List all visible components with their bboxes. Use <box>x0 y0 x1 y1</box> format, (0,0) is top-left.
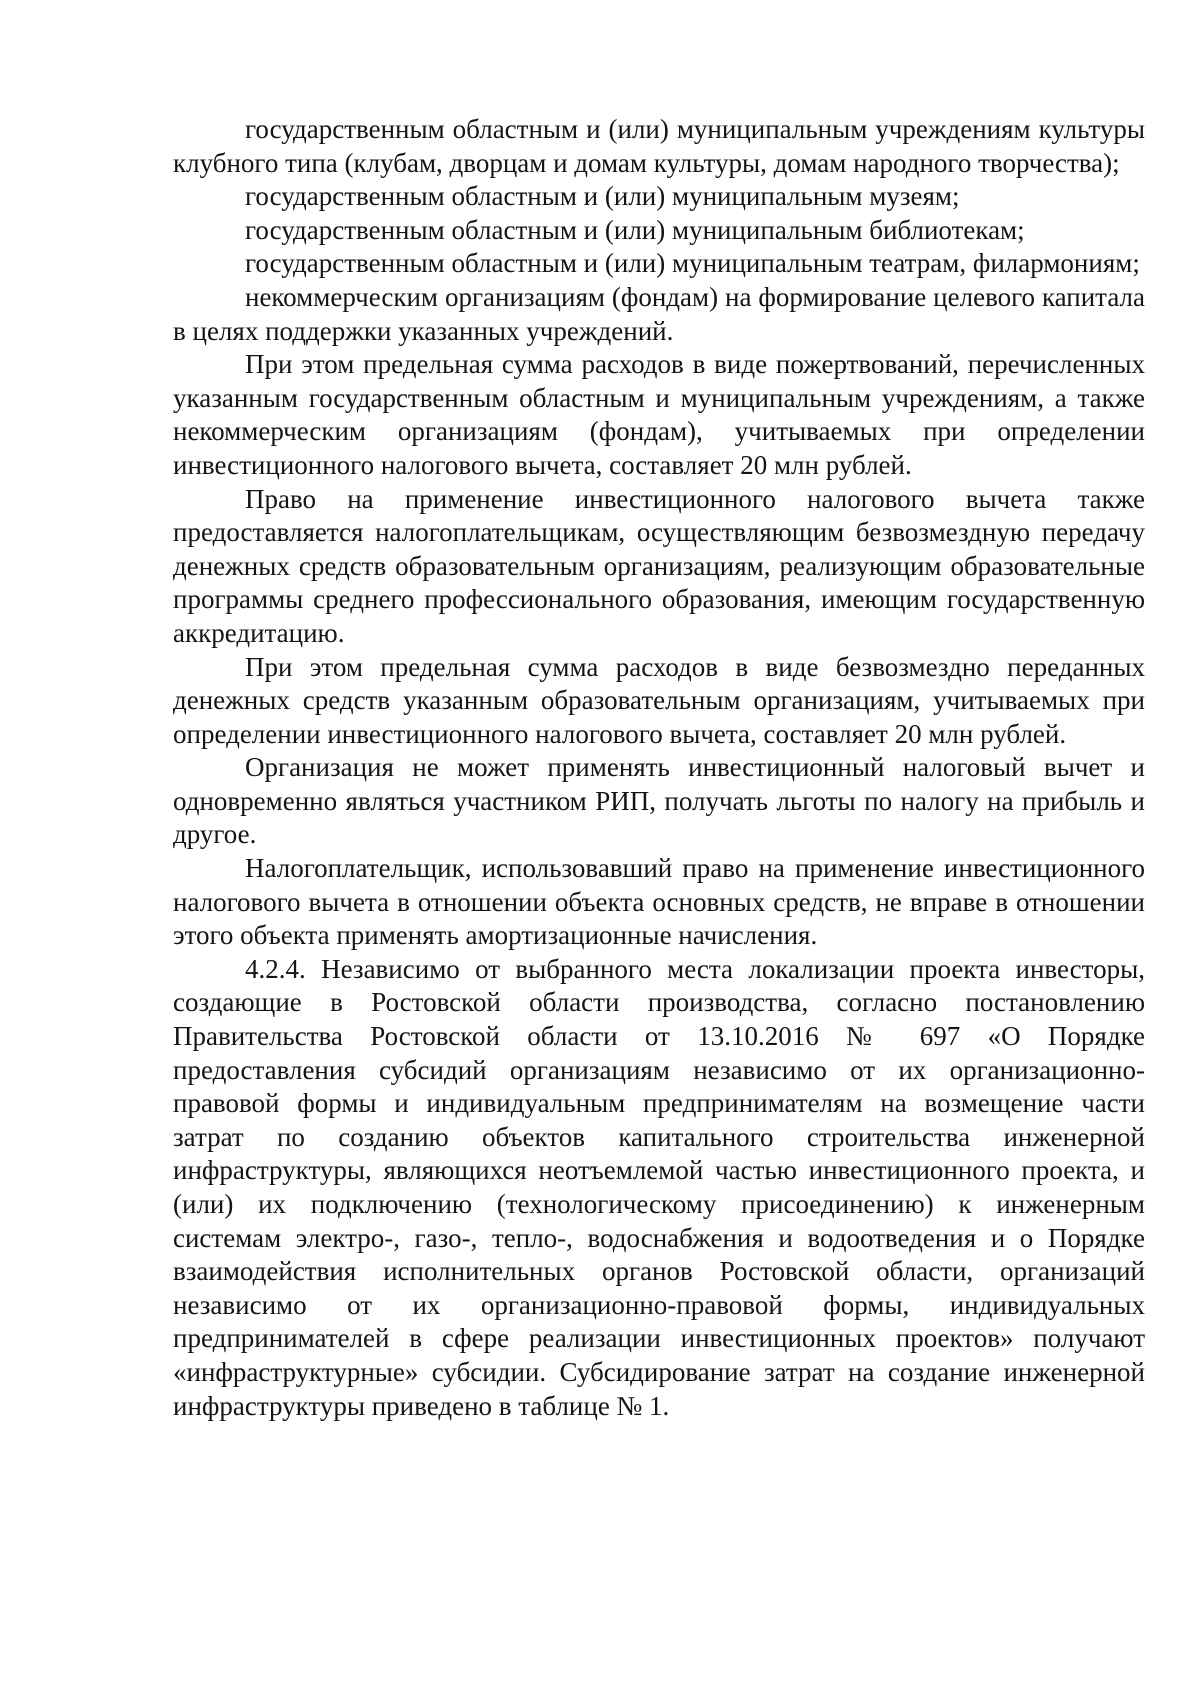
paragraph-section-4-2-4: 4.2.4. Независимо от выбранного места локализации проекта инвесторы, создающие в Ростовской области производства, согласно постановлению Правительства Ростовской области от 13.10.2016 № 697 «О Порядке предоставления субсидий организациям независимо от их организационно-правовой формы и индивидуальным предпринимателям на возмещение части затрат по созданию объектов капитального строительства инженерной инфраструктуры, являющихся неотъемлемой частью инвестиционного проекта, и (или) их подключению (технологическому присоединению) к инженерным системам электро-, газо-, тепло-, водоснабжения и водоотведения и о Порядке взаимодействия исполнительных органов Ростовской области, организаций независимо от их организационно-правовой формы, индивидуальных предпринимателей в сфере реализации инвестиционных проектов» получают «инфраструктурные» субсидии. Субсидирование затрат на создание инженерной инфраструктуры приведено в таблице № 1. <box>173 953 1145 1421</box>
paragraph-nonprofit-funds: некоммерческим организациям (фондам) на формирование целевого капитала в целях поддержки указанных учреждений. <box>173 281 1145 346</box>
paragraph-depreciation: Налогоплательщик, использовавший право на применение инвестиционного налогового вычета в отношении объекта основных средств, не вправе в отношении этого объекта применять амортизационные начисления. <box>173 853 1145 951</box>
paragraph-donation-limit: При этом предельная сумма расходов в виде пожертвований, перечисленных указанным государственным областным и муниципальным учреждениям, а также некоммерческим организациям (фондам), учитываемых при определении инвестиционного налогового вычета, составляет 20 млн рублей. <box>173 349 1145 480</box>
paragraph-culture-institutions: государственным областным и (или) муниципальным учреждениям культуры клубного типа (клубам, дворцам и домам культуры, домам народного творчества); <box>173 114 1145 178</box>
paragraph-education-deduction: Право на применение инвестиционного налогового вычета также предоставляется налогоплательщикам, осуществляющим безвозмездную передачу денежных средств образовательным организациям, реализующим образовательные программы среднего профессионального образования, имеющим государственную аккредитацию. <box>173 483 1145 648</box>
document-page <box>173 113 1145 1423</box>
paragraph-libraries: государственным областным и (или) муниципальным библиотекам; <box>245 214 1025 245</box>
paragraph-museums: государственным областным и (или) муниципальным музеям; <box>245 181 960 212</box>
paragraph-education-limit: При этом предельная сумма расходов в виде безвозмездно переданных денежных средств указанным образовательным организациям, учитываемых при определении инвестиционного налогового вычета, составляет 20 млн рублей. <box>173 651 1145 749</box>
paragraph-theatres: государственным областным и (или) муниципальным театрам, филармониям; <box>245 248 1140 279</box>
paragraph-rip-restriction: Организация не может применять инвестиционный налоговый вычет и одновременно являться участником РИП, получать льготы по налогу на прибыль и другое. <box>173 752 1145 850</box>
